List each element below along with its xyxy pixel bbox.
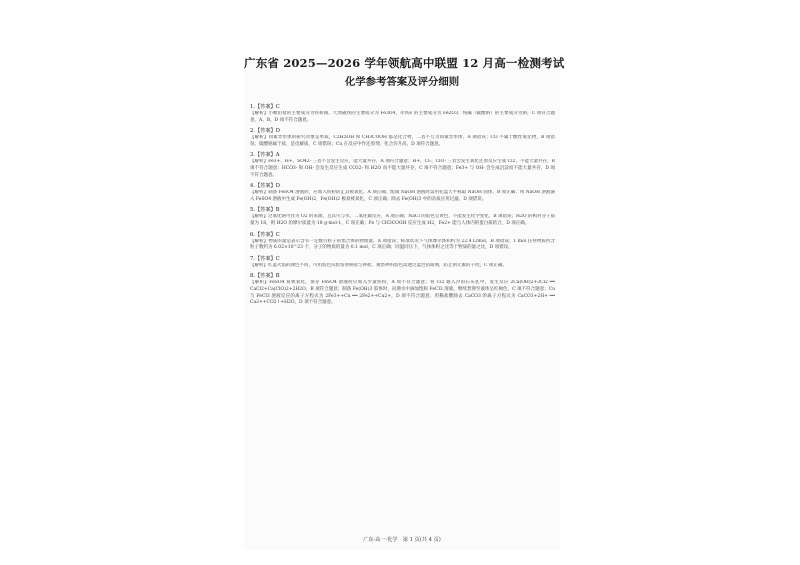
answer-explanation: 【解析】小蜡铅盐的主要成分为铁和锡，天然磁铁的主要成分为 Fe3O4，赤铁矿的主要成分为 Fe2O3，纯碱（碳酸钠）的主要成分为钠，C 项符合题意，A、B、D 项不符合题意。 bbox=[250, 111, 555, 123]
answer-explanation: 【解析】红蓝火焰的颜色不同，可用焰色试验鉴别钠盐与钾盐，观察钾的焰色需透过蓝色钴玻璃，防止钠元素的干扰，C 项正确。 bbox=[250, 262, 507, 268]
page-title: 广东省 2025—2026 学年领航高中联盟 12 月高一检测考试 bbox=[244, 56, 565, 70]
answer-explanation: 【解析】过氧化钠可作为 O2 的来源，且其可与水、二氧化碳反应，A 项正确；NaCl 的焰色呈黄色，不能发生化学变化，B 项错误；H2O 的相对分子质量为 18，则 H2O 的摩尔质量为 18 g·mol-1，C 项正确；Fe 与 CH3COOH 反应生成 H2，Fe2+ 能与人体内的蛋白质结合，D 项正确。 bbox=[250, 214, 555, 226]
answer-label: 8.【答案】B bbox=[250, 273, 280, 280]
answer-label: 4.【答案】D bbox=[250, 183, 280, 190]
answer-item bbox=[250, 152, 555, 179]
answer-explanation: 【解析】物质的量是表示含有一定数目粒子的集合体的物理量，A 项错误；标准状况下气体摩尔体积约为 22.4 L/mol，B 项错误；1 mol 任何物质所含粒子数约为 6.02×10^23 个，分子的物质的量为 0.1 mol，C 项正确；同温同压下，气体体积之比等于物质的量之比，D 项错误。 bbox=[250, 238, 555, 251]
answer-item bbox=[250, 183, 555, 203]
answer-label: 1.【答案】C bbox=[250, 104, 280, 110]
answer-label: 3.【答案】A bbox=[250, 152, 280, 159]
answer-item bbox=[250, 256, 555, 270]
answer-item bbox=[250, 273, 555, 306]
answer-explanation: 【解析】FeSO4 易被氧化，保存 FeSO4 溶液时应加入少量铁粉，A 项不符合题意；将 Cl2 通入冷的石灰乳中，发生反应 2Ca(OH)2+2Cl2 ══ CaCl2+Ca(ClO)2+2H2O，B 项符合题意；制备 Fe(OH)3 胶体时，向沸水中滴加饱和 FeCl3 溶液，继续煮沸至液体呈红褐色，C 项不符合题意；Cu 与 FeCl3 溶液反应的离子方程式为 2Fe3++Cu ══ 2Fe2++Cu2+，D 项不符合题意；用稀盐酸除去 CaCO3 的离子方程式为 CaCO3+2H+ ══ Ca2++CO2↑+H2O，D 项不符合题意。 bbox=[250, 280, 555, 306]
answer-item bbox=[250, 104, 555, 124]
answer-key-page bbox=[244, 56, 565, 550]
answer-label: 6.【答案】C bbox=[250, 231, 280, 238]
page-subtitle: 化学参考答案及评分细则 bbox=[344, 76, 460, 88]
answer-item bbox=[250, 232, 555, 252]
answer-item bbox=[250, 207, 555, 227]
answer-explanation: 【解析】制备 FeSO4 溶液时，应加入铁粉防止其被氧化，A 项正确；配制 NaOH 溶液时需用托盘天平称取 NaOH 固体，B 项正确；将 NaOH 溶液滴入 FeSO4 溶液中生成 Fe(OH)2，Fe(OH)2 极易被氧化，C 项正确；除去 Fe(OH)3 中的杂质应用过滤，D 项错误。 bbox=[250, 190, 555, 202]
answer-item bbox=[250, 128, 555, 148]
page-footer: 广东·高一·化学 第 1 页(共 4 页) bbox=[363, 537, 441, 543]
answer-explanation: 【解析】同素异形体的研究对象是单质，C2H5OH 和 CH3COOH 都是化合物，二者不互为同素异形体，A 项错误；CO 不属于酸性氧化物，B 项错误；硫酸钠属于盐，是电解质，C 项错误；Cu 在反应中作还原剂，化合价升高，D 项符合题意。 bbox=[250, 135, 555, 147]
answer-label: 2.【答案】D bbox=[250, 128, 280, 135]
answer-label: 7.【答案】C bbox=[250, 255, 280, 262]
answer-explanation: 【解析】Fe3+、H+、SO42- 三者不会发生反应，能大量共存，A 项符合题意；H+、Cl-、ClO- 三者会发生氧化还原反应生成 Cl2，不能大量共存，B 项不符合题意；HCO3- 和 OH- 会发生反应生成 CO32- 和 H2O 而不能大量共存，C 项不符合题意；Fe3+ 与 OH- 会生成沉淀而不能大量共存，D 项不符合题意。 bbox=[250, 159, 555, 178]
answer-label: 5.【答案】B bbox=[250, 207, 280, 214]
answer-list bbox=[250, 104, 555, 311]
